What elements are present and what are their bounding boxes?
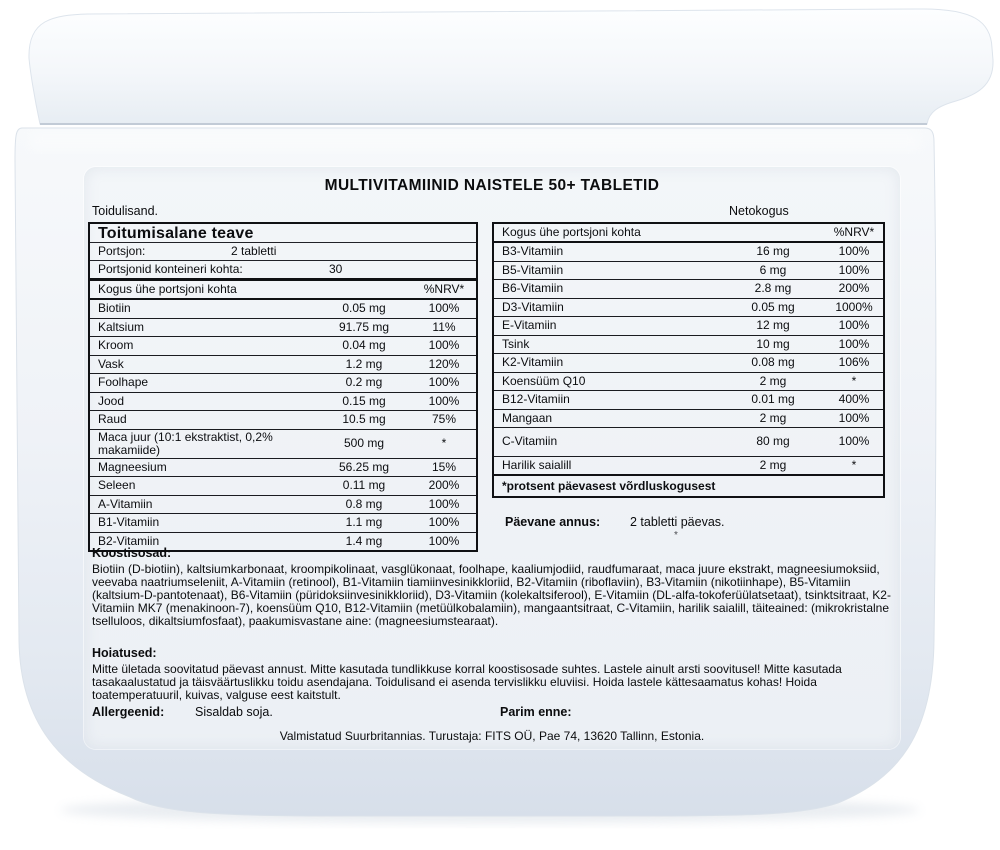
amount-column-header: Kogus ühe portsjoni kohta [502,225,641,239]
category-label: Toidulisand. [92,204,159,218]
table-row [90,513,476,532]
nutrient-nrv: 100% [838,434,870,449]
nutrient-amount: 80 mg [756,434,790,449]
nutrition-table-left [88,222,478,552]
nutrient-amount: 12 mg [756,318,790,333]
nutrient-name: C-Vitamiin [502,434,558,449]
nutrient-name: Raud [98,412,127,427]
nutrient-name: Kroom [98,338,134,353]
nutrient-amount: 2 mg [759,457,787,472]
manufacturer-line: Valmistatud Suurbritannias. Turustaja: FITS OÜ, Pae 74, 13620 Tallinn, Estonia. [279,729,705,743]
nutrient-nrv: 100% [428,496,460,511]
table-row [90,336,476,355]
warnings-text: Mitte ületada soovitatud päevast annust. Mitte kasutada tundlikkuse korral koostisosade suhtes. Lastele ainult arsti soovitusel! Mitte kasutada tasakaalustatud ja täisväärtuslikku toidu asendajana. Toidulisand ei asenda tervislikku eluviisi. Hoida lastele kättesaamatus kohas! Hoida toatemperatuuril, kuivas, valguse eest kaitstult. [92,662,842,702]
table-row [90,392,476,411]
nutrient-amount: 0.04 mg [342,338,386,353]
allergens-value: Sisaldab soja. [195,705,273,719]
table-row [90,318,476,337]
table-row [494,261,883,280]
nutrient-nrv: 100% [838,410,870,425]
nutrient-nrv: 100% [838,244,870,259]
table-row [90,410,476,429]
nutrient-name: Biotiin [98,301,131,316]
nutrient-nrv: 400% [838,392,870,407]
nutrient-nrv: 100% [428,338,460,353]
nutrient-amount: 0.11 mg [342,478,386,493]
table-row [494,298,883,317]
nutrient-name: Magneesium [98,459,167,474]
nutrient-nrv: 100% [838,318,870,333]
column-header-row [494,224,883,241]
nutrient-name: B12-Vitamiin [502,392,570,407]
body-highlight [30,132,920,150]
serving-size-value: 2 tabletti [231,244,277,258]
nutrient-name: Foolhape [98,375,149,390]
nutrient-name: Jood [98,393,125,408]
nutrient-nrv: * [441,436,447,450]
net-quantity-label: Netokogus [729,204,789,218]
nutrient-name: Koensüüm Q10 [502,373,586,388]
nutrient-rows [90,298,476,550]
nutrient-name: Kaltsium [98,319,145,334]
table-row [90,429,476,458]
page-title: MULTIVITAMIINID NAISTELE 50+ TABLETID [324,177,660,194]
nutrient-nrv: 100% [428,301,460,316]
nutrient-nrv: 100% [838,336,870,351]
nutrient-name: B6-Vitamiin [502,281,564,296]
nutrient-amount: 500 mg [343,436,385,450]
product-label [84,167,900,749]
nutrient-name: A-Vitamiin [98,496,153,511]
nutrient-amount: 0.05 mg [751,299,795,314]
table-row [494,456,883,475]
nutrient-amount: 0.15 mg [342,393,386,408]
nutrient-nrv: 200% [428,478,460,493]
nutrient-name: Vask [98,356,124,371]
nutrient-amount: 0.05 mg [342,301,386,316]
best-before-label: Parim enne: [500,705,572,719]
table-row [494,335,883,354]
nutrient-amount: 91.75 mg [338,319,390,334]
nutrient-name: Maca juur (10:1 ekstraktist, 0,2% makamiide) [98,429,273,457]
nutrient-nrv: 1000% [835,299,873,314]
nutrient-nrv: 100% [428,515,460,530]
table-row [90,458,476,477]
nutrient-amount: 10 mg [756,336,790,351]
nutrient-nrv: 11% [432,319,456,334]
nutrient-amount: 0.8 mg [345,496,383,511]
nutrient-nrv: 106% [838,355,870,370]
table-row [90,495,476,514]
amount-column-header: Kogus ühe portsjoni kohta [98,282,237,296]
nutrient-nrv: 15% [431,459,457,474]
nutrient-nrv: 100% [428,533,460,548]
nrv-footnote: *protsent päevasest võrdluskogusest [494,474,883,496]
table-row [90,355,476,374]
nutrient-name: K2-Vitamiin [502,355,564,370]
nutrient-amount: 0.01 mg [751,392,795,407]
nutrient-rows [494,241,883,474]
table-row [90,300,476,318]
nutrient-nrv: * [851,457,857,472]
serving-size-label: Portsjon: [98,244,146,258]
nutrient-name: D3-Vitamiin [502,299,564,314]
nutrient-amount: 1.2 mg [345,356,383,371]
table-row [494,353,883,372]
table-row [494,243,883,261]
nutrient-name: B3-Vitamiin [502,244,564,259]
serving-size-row [90,242,476,260]
warnings-heading: Hoiatused: [92,646,157,660]
nutrient-amount: 0.08 mg [751,355,795,370]
nrv-column-header: %NRV* [833,225,875,239]
nrv-column-header: %NRV* [423,282,465,296]
nutrient-amount: 1.1 mg [345,515,383,530]
nutrient-name: Harilik saialill [502,457,572,472]
nutrient-amount: 1.4 mg [345,533,383,548]
servings-per-container-value: 30 [329,262,343,276]
nutrient-nrv: * [851,373,857,388]
nutrient-nrv: 200% [838,281,870,296]
table-row [494,409,883,428]
nutrient-amount: 2.8 mg [754,281,792,296]
table-row [494,427,883,456]
nutrient-nrv: 120% [428,356,460,371]
footnote-mark: * [674,530,678,541]
nutrient-name: Seleen [98,478,136,493]
nutrient-amount: 2 mg [759,373,787,388]
table-row [494,316,883,335]
table-row [494,390,883,409]
tub-lid [29,9,993,124]
nutrient-name: E-Vitamiin [502,318,557,333]
nutrient-nrv: 100% [428,375,460,390]
ingredients-heading: Koostisosad: [92,546,172,560]
table-row [494,279,883,298]
servings-per-container-label: Portsjonid konteineri kohta: [98,262,243,276]
nutrient-amount: 56.25 mg [338,459,390,474]
nutrient-nrv: 100% [838,262,870,277]
nutrient-nrv: 100% [428,393,460,408]
daily-dose-value: 2 tabletti päevas. [630,515,725,529]
daily-dose-label: Päevane annus: [505,515,601,529]
nutrient-amount: 2 mg [759,410,787,425]
allergens-heading: Allergeenid: [92,705,165,719]
nutrient-name: Tsink [502,336,530,351]
table-row [90,373,476,392]
nutrition-table-right [492,222,885,498]
nutrient-amount: 0.2 mg [345,375,383,390]
table-row [90,476,476,495]
servings-per-container-row [90,260,476,278]
nutrient-amount: 6 mg [759,262,787,277]
nutrient-name: B1-Vitamiin [98,515,160,530]
nutrient-amount: 10.5 mg [342,412,386,427]
table-row [494,372,883,391]
nutrient-name: B5-Vitamiin [502,262,564,277]
nutrient-name: Mangaan [502,410,553,425]
nutrient-name: B2-Vitamiin [98,533,160,548]
nutrient-nrv: 75% [431,412,457,427]
nutrition-table-title: Toitumisalane teave [98,225,254,242]
column-header-row [90,278,476,298]
ingredients-text: Biotiin (D-biotiin), kaltsiumkarbonaat, kroompikolinaat, vasglükonaat, foolhape, kaaliumjodiid, raudfumaraat, maca juure ekstrakt, magneesiumoksiid, veevaba naatriumseleniit, A-Vitamiin (retinool), B1-Vitamiin tiamiinvesinikkloriid, B2-Vitamiin (riboflaviin), B3-Vitamiin (nikotiinhape), B5-Vitamiin (kaltsium-D-pantotenaat), B6-Vitamiin (püridoksiinvesinikkloriid), D3-Vitamiin (kolekaltsiferool), E-Vitamiin (DL-alfa-tokoferüülatsetaat), tsinktsitraat, K2-Vitamiin MK7 (menakinoon-7), koensüüm Q10, B12-Vitamiin (metüülkobalamiin), mangaantsitraat, C-Vitamiin, harilik saialill, täiteained: (mikrokristalne tselluloos, dikaltsiumfosfaat), paakumisvastane aine: (magneesiumstearaat). [92,562,891,628]
nutrient-amount: 16 mg [756,244,790,259]
